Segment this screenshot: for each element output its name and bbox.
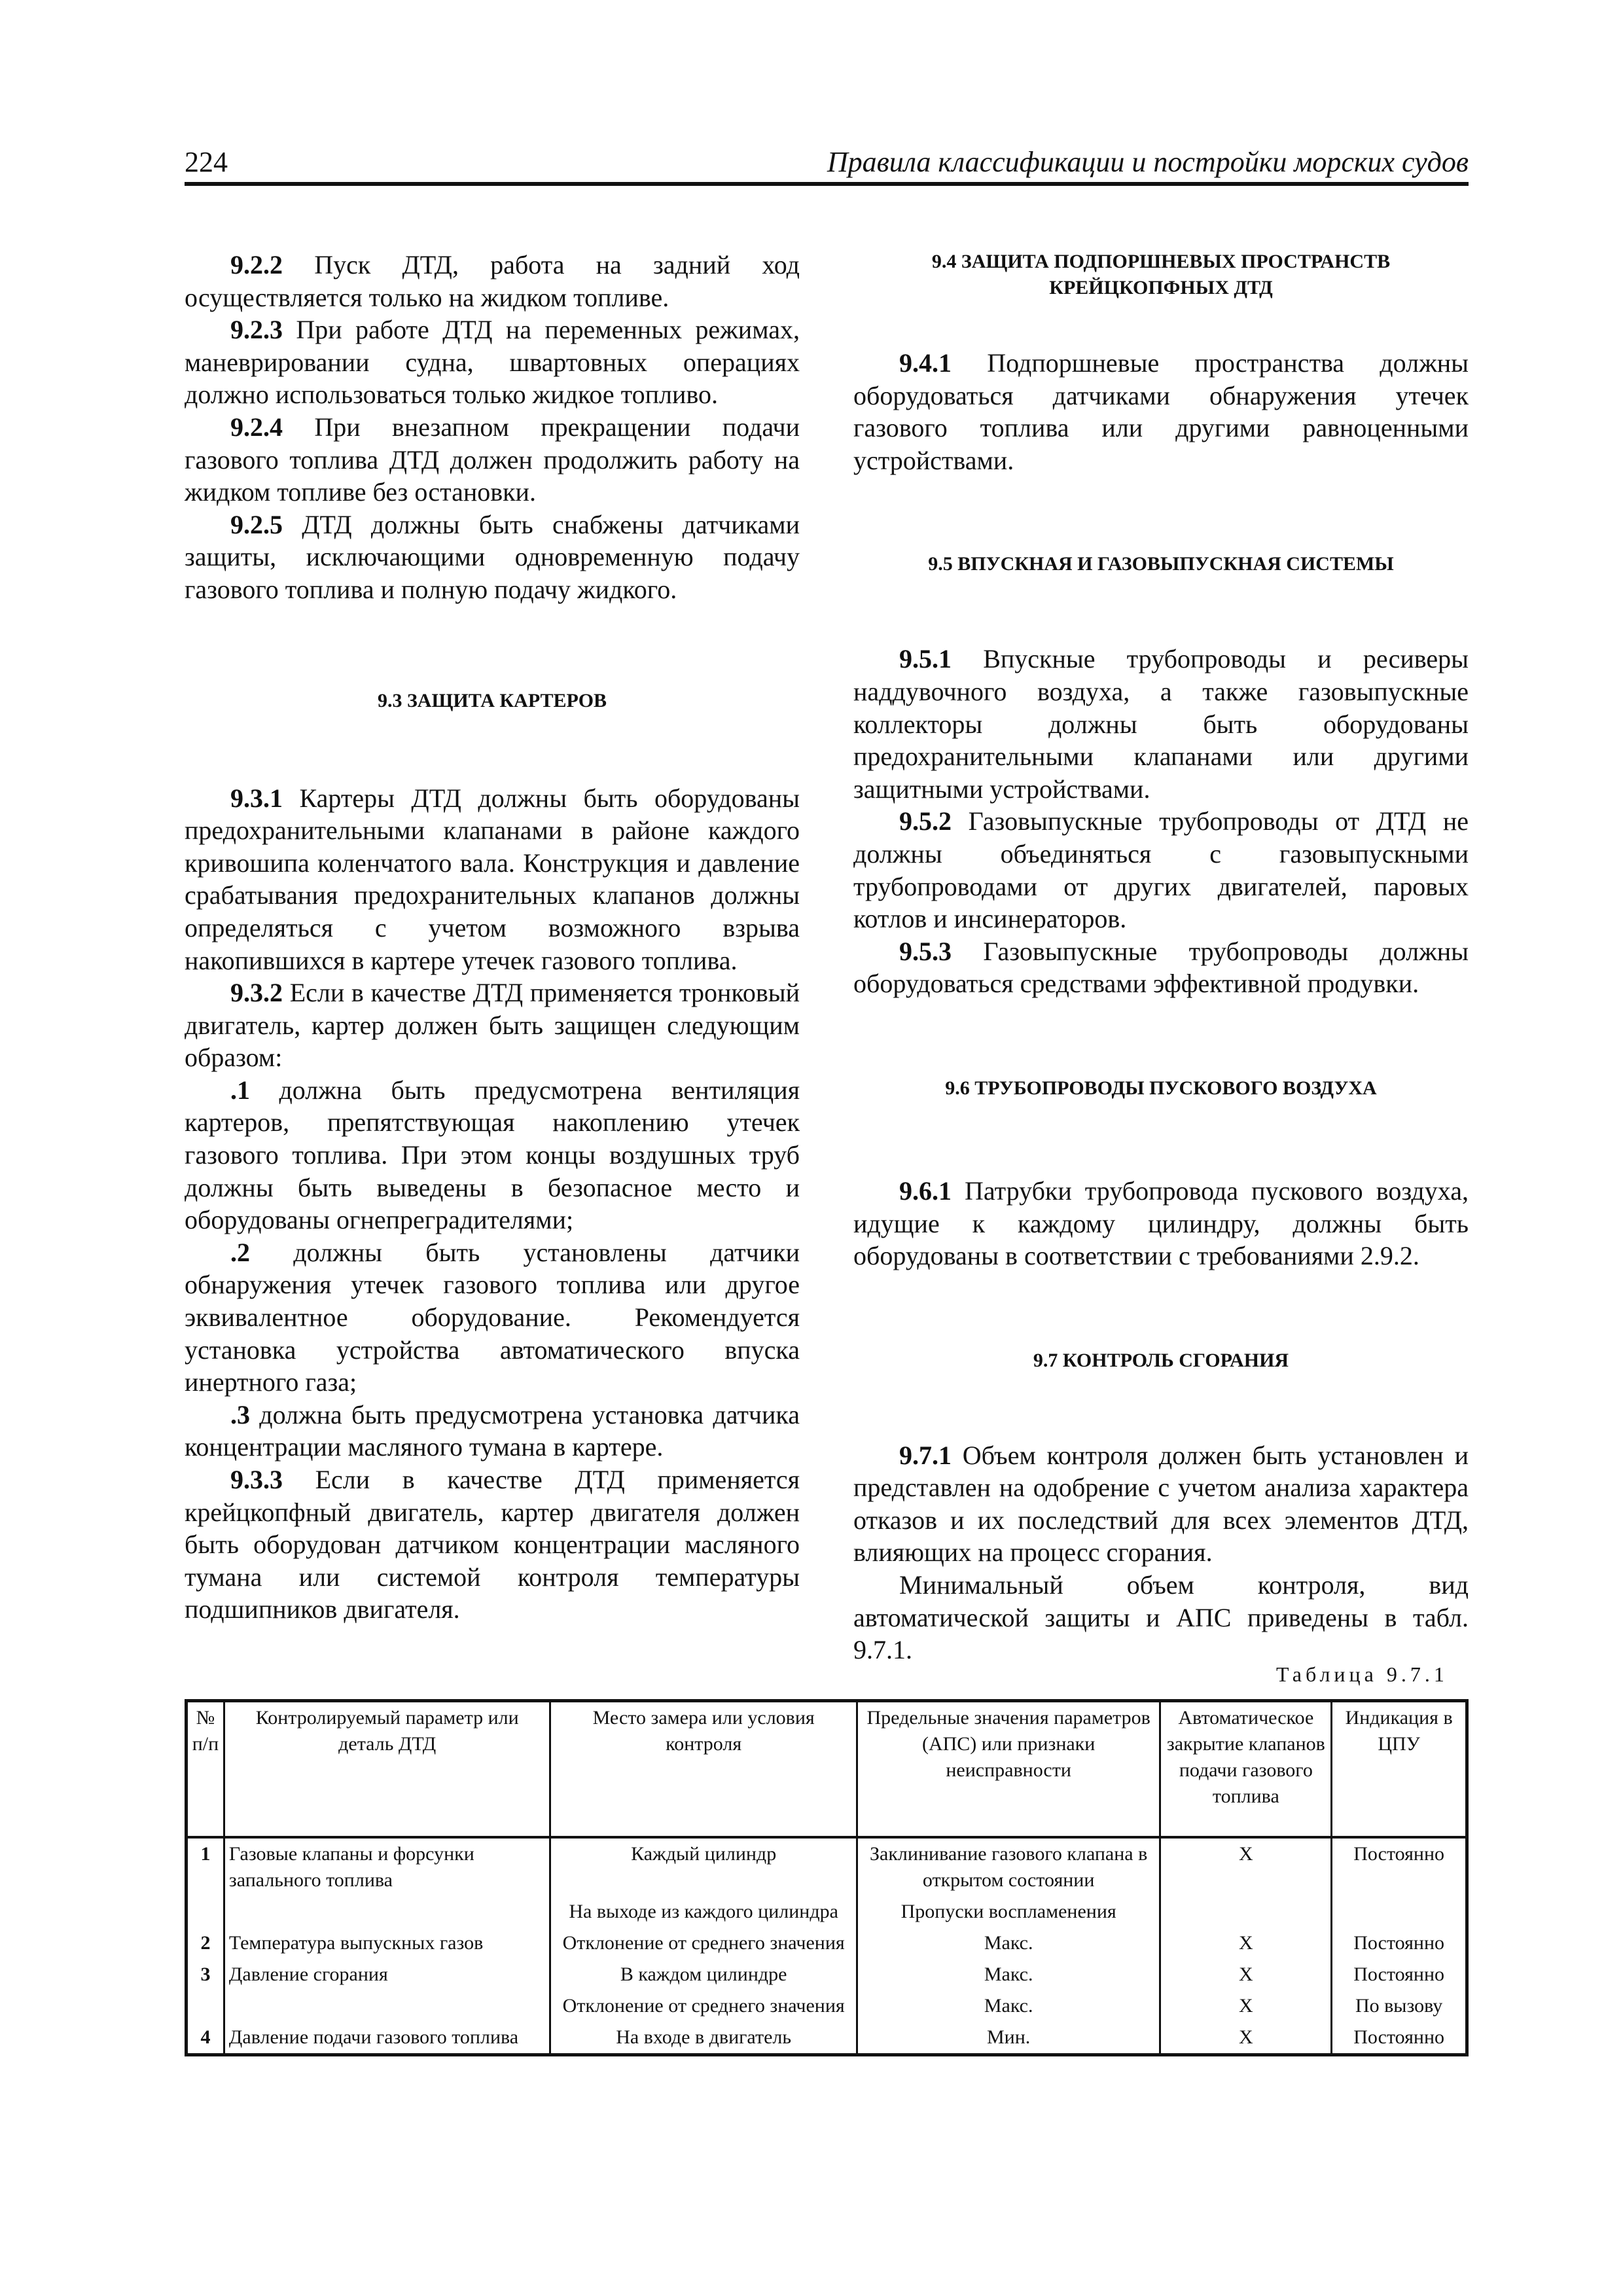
header-indication: Индикация в ЦПУ (1332, 1701, 1467, 1838)
section-heading-9-5: 9.5 ВПУСКНАЯ И ГАЗОВЫПУСКНАЯ СИСТЕМЫ (928, 553, 1394, 575)
paragraph-9-3-2: 9.3.2 Если в качестве ДТД применяется тронковый двигатель, картер должен быть защищен следующим образом: (185, 978, 800, 1073)
header-num: № п/п (187, 1701, 224, 1838)
table-row: Отклонение от среднего значения Макс. X По вызову (187, 1990, 1467, 2022)
table-header-row (187, 1701, 1467, 1838)
list-item-1: .1 должна быть предусмотрена вентиляция картеров, препятствующая накоплению утечек газового топлива. При этом концы воздушных труб должны быть выведены в безопасное место и оборудованы огнепреградителями; (185, 1075, 800, 1235)
section-heading-9-6: 9.6 ТРУБОПРОВОДЫ ПУСКОВОГО ВОЗДУХА (945, 1077, 1377, 1099)
page-header (185, 144, 1469, 186)
paragraph-9-3-3: 9.3.3 Если в качестве ДТД применяется крейцкопфный двигатель, картер двигателя должен быть оборудован датчиком концентрации масляного тумана или системой контроля температуры подшипников двигателя. (185, 1465, 800, 1624)
running-title: Правила классификации и постройки морских судов (827, 146, 1469, 178)
combustion-control-table (185, 1699, 1469, 2056)
header-limits: Предельные значения параметров (АПС) или признаки неисправности (857, 1701, 1160, 1838)
paragraph-9-4-1: 9.4.1 Подпоршневые пространства должны оборудоваться датчиками обнаружения утечек газового топлива или другими равноценными устройствами. (853, 348, 1469, 475)
page-number: 224 (185, 146, 228, 178)
section-heading-9-3: 9.3 ЗАЩИТА КАРТЕРОВ (377, 689, 607, 711)
header-place: Место замера или условия контроля (550, 1701, 857, 1838)
paragraph-9-5-1: 9.5.1 Впускные трубопроводы и ресиверы наддувочного воздуха, а также газовыпускные коллекторы должны быть оборудованы предохранительными клапанами или другими защитными устройствами. (853, 644, 1469, 804)
paragraph-9-2-4: 9.2.4 При внезапном прекращении подачи газового топлива ДТД должен продолжить работу на жидком топливе без остановки. (185, 412, 800, 507)
paragraph-9-3-1: 9.3.1 Картеры ДТД должны быть оборудованы предохранительными клапанами в районе каждого кривошипа коленчатого вала. Конструкция и давление срабатывания предохранительных клапанов должны определяться с учетом возможного взрыва накопившихся в картере утечек газового топлива. (185, 783, 800, 975)
paragraph-9-2-3: 9.2.3 При работе ДТД на переменных режимах, маневрировании судна, швартовных операциях должно использоваться только жидкое топливо. (185, 315, 800, 410)
list-item-2: .2 должны быть установлены датчики обнаружения утечек газового топлива или другое эквивалентное оборудование. Рекомендуется установка устройства автоматического впуска инертного газа; (185, 1237, 800, 1397)
left-column (185, 249, 800, 1626)
paragraph-9-6-1: 9.6.1 Патрубки трубопровода пускового воздуха, идущие к каждому цилиндру, должны быть оборудованы в соответствии с требованиями 2.9.2. (853, 1175, 1469, 1271)
paragraph-9-7-1-note: Минимальный объем контроля, вид автоматической защиты и АПС приведены в табл. 9.7.1. (853, 1570, 1469, 1665)
table-caption: Таблица 9.7.1 (1276, 1662, 1448, 1686)
table-row: 2 Температура выпускных газов Отклонение от среднего значения Макс. X Постоянно (187, 1928, 1467, 1959)
paragraph-9-7-1: 9.7.1 Объем контроля должен быть установлен и представлен на одобрение с учетом анализа характера отказов и их последствий для всех элементов ДТД, влияющих на процесс сгорания. (853, 1440, 1469, 1568)
paragraph-9-2-5: 9.2.5 ДТД должны быть снабжены датчиками защиты, исключающими одновременную подачу газового топлива и полную подачу жидкого. (185, 509, 800, 604)
list-item-3: .3 должна быть предусмотрена установка датчика концентрации масляного тумана в картере. (185, 1399, 800, 1462)
right-column (853, 249, 1469, 1666)
section-heading-9-4: 9.4 ЗАЩИТА ПОДПОРШНЕВЫХ ПРОСТРАНСТВ КРЕЙЦКОПФНЫХ ДТД (931, 251, 1391, 298)
header-auto-close: Автоматическое закрытие клапанов подачи газового топлива (1160, 1701, 1332, 1838)
paragraph-9-5-2: 9.5.2 Газовыпускные трубопроводы от ДТД не должны объединяться с газовыпускными трубопроводами от других двигателей, паровых котлов и инсинераторов. (853, 806, 1469, 934)
header-param: Контролируемый параметр или деталь ДТД (224, 1701, 550, 1838)
paragraph-9-5-3: 9.5.3 Газовыпускные трубопроводы должны оборудоваться средствами эффективной продувки. (853, 936, 1469, 999)
section-heading-9-7: 9.7 КОНТРОЛЬ СГОРАНИЯ (1033, 1349, 1289, 1371)
table-row: 3 Давление сгорания В каждом цилиндре Макс. X Постоянно (187, 1959, 1467, 1990)
table-row: 1 Газовые клапаны и форсунки запального топлива Каждый цилиндр Заклинивание газового клапана в открытом состоянии X Постоянно (187, 1837, 1467, 1896)
table-row: На выходе из каждого цилиндра Пропуски воспламенения (187, 1896, 1467, 1928)
paragraph-9-2-2: 9.2.2 Пуск ДТД, работа на задний ход осуществляется только на жидком топливе. (185, 250, 800, 312)
table-row: 4 Давление подачи газового топлива На входе в двигатель Мин. X Постоянно (187, 2022, 1467, 2055)
